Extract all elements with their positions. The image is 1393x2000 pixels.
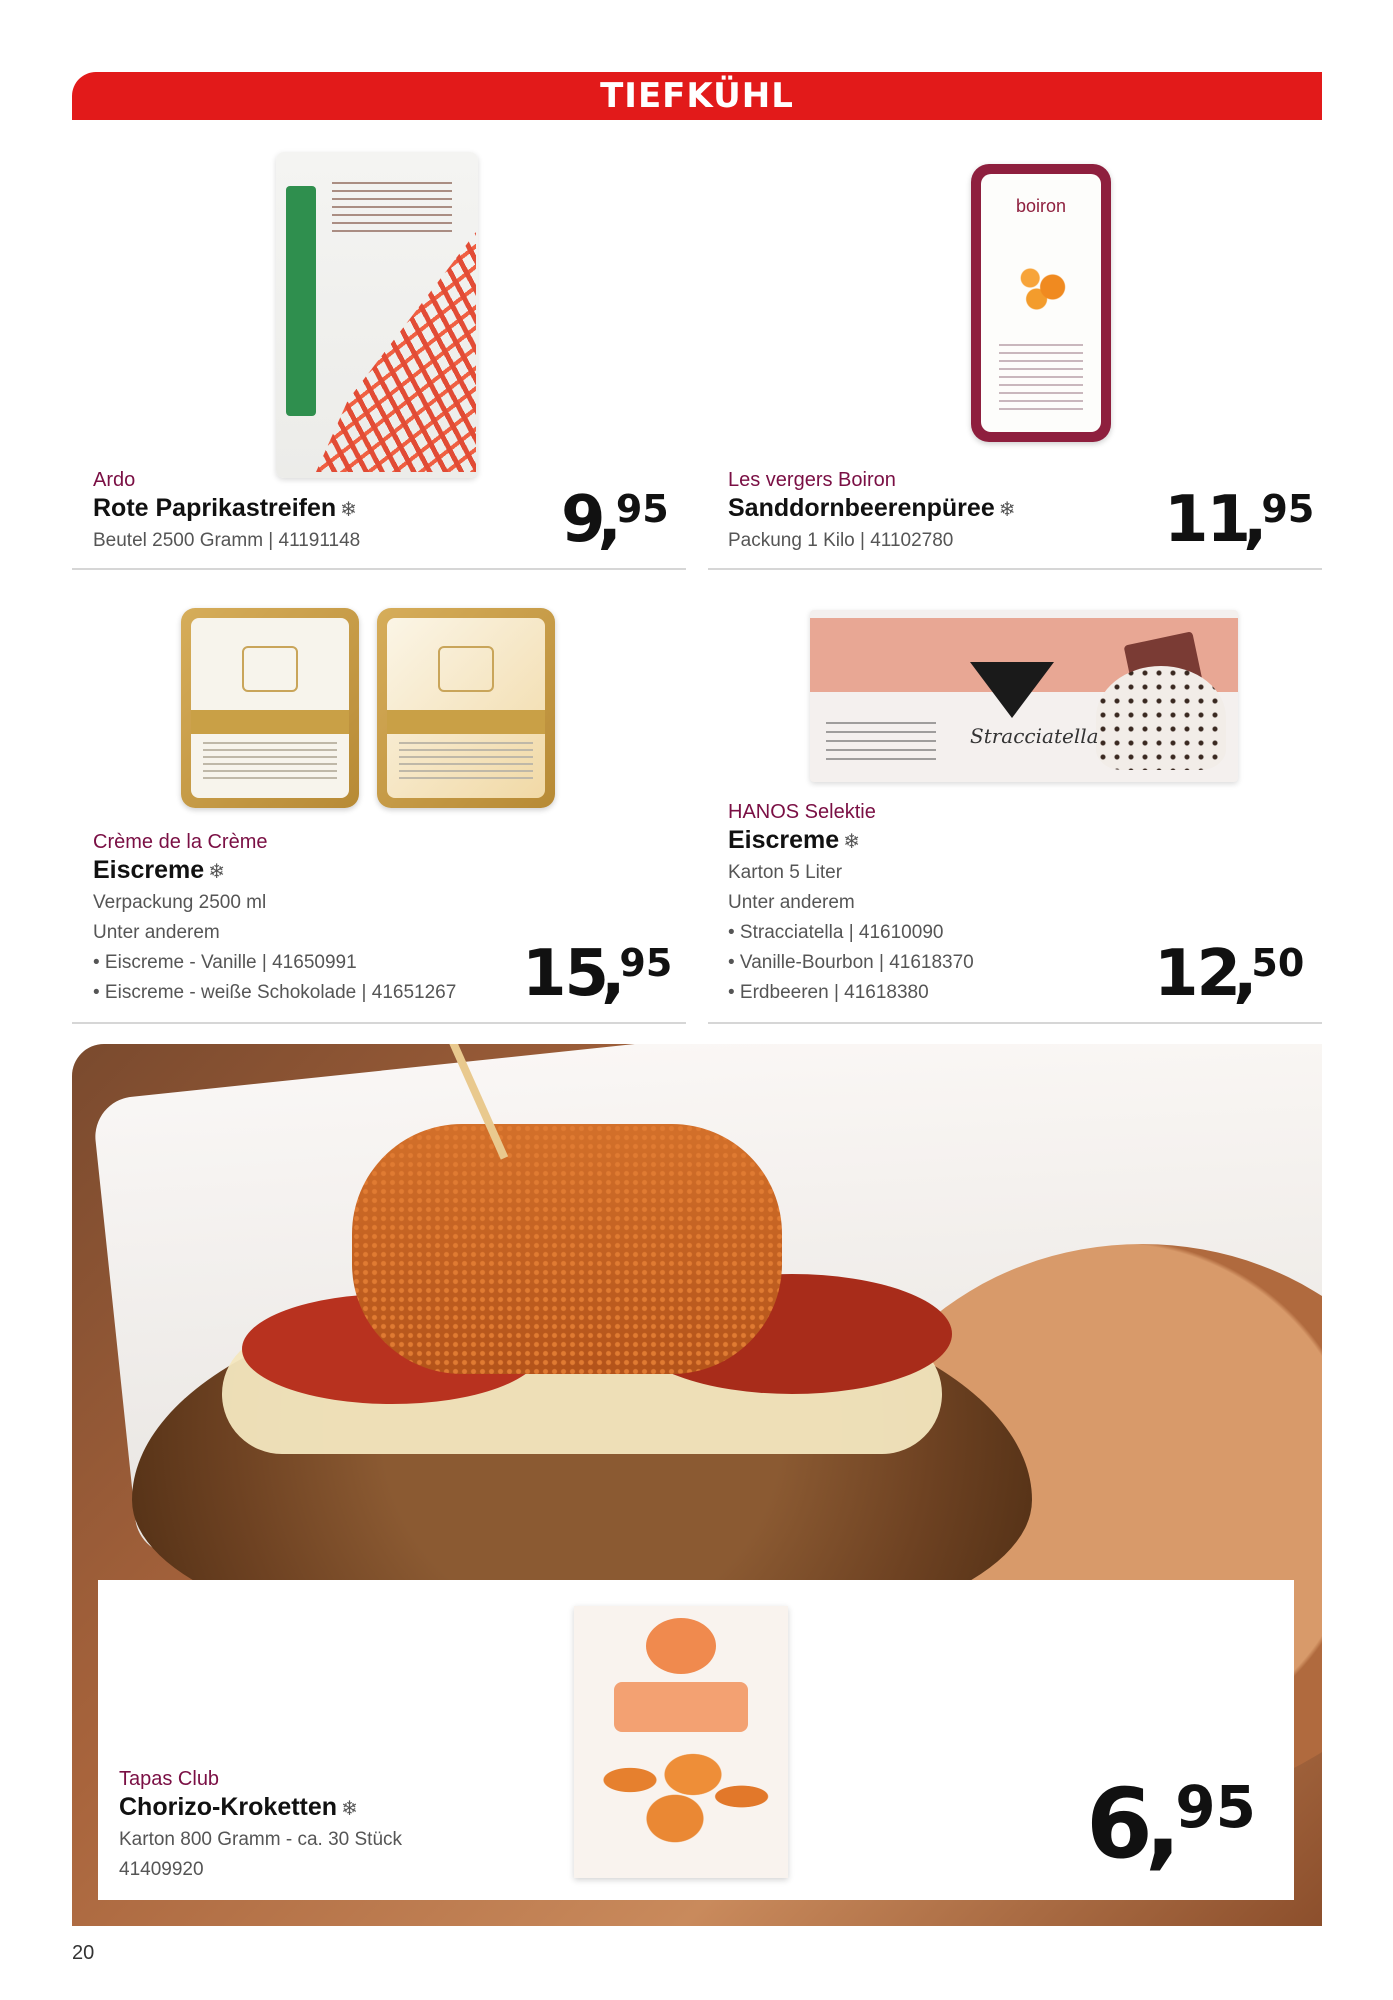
divider — [72, 568, 686, 570]
divider — [72, 1022, 686, 1024]
product-detail: Packung 1 Kilo | 41102780 — [728, 530, 954, 551]
product-detail: Karton 800 Gramm - ca. 30 Stück — [119, 1829, 403, 1850]
product-name: Rote Paprikastreifen ❄ — [93, 494, 357, 522]
frozen-icon: ❄ — [843, 829, 860, 853]
product-brand: HANOS Selektie — [728, 801, 876, 823]
product-variant: • Stracciatella | 41610090 — [728, 922, 944, 943]
product-price: 6 , 95 — [1086, 1768, 1256, 1880]
section-title: TIEFKÜHL — [600, 76, 794, 116]
product-variant: • Eiscreme - weiße Schokolade | 41651267 — [93, 982, 457, 1003]
product-name: Eiscreme ❄ — [728, 826, 860, 854]
product-detail: Beutel 2500 Gramm | 41191148 — [93, 530, 361, 551]
product-variant: • Vanille-Bourbon | 41618370 — [728, 952, 974, 973]
product-variant: • Erdbeeren | 41618380 — [728, 982, 929, 1003]
product-detail: Karton 5 Liter — [728, 862, 843, 883]
paprika-bag-image — [276, 152, 478, 478]
eiscreme-vanille-tub-image — [181, 608, 359, 808]
divider — [708, 1022, 1322, 1024]
eiscreme-schokolade-tub-image — [377, 608, 555, 808]
tapas-croquetas-box-image — [574, 1606, 788, 1878]
product-name: Eiscreme ❄ — [93, 856, 225, 884]
product-price: 15 , 95 — [522, 937, 673, 1011]
product-brand: Tapas Club — [119, 1768, 220, 1790]
hanos-eiscreme-box-image — [810, 610, 1238, 782]
product-price: 9 , 95 — [561, 483, 669, 557]
pack-script-text: Stracciatella — [970, 724, 1099, 748]
divider — [708, 568, 1322, 570]
product-brand: Ardo — [93, 469, 136, 491]
frozen-icon: ❄ — [340, 497, 357, 521]
product-detail: 41409920 — [119, 1859, 204, 1880]
product-brand: Crème de la Crème — [93, 831, 268, 853]
frozen-icon: ❄ — [208, 859, 225, 883]
boiron-tub-image — [971, 164, 1111, 442]
pack-brand-text: boiron — [1015, 196, 1067, 216]
product-name: Sanddornbeerenpüree ❄ — [728, 494, 1016, 522]
page-number: 20 — [72, 1942, 95, 1964]
product-price: 12 , 50 — [1154, 937, 1305, 1011]
product-detail: Verpackung 2500 ml — [93, 892, 267, 913]
product-detail: Unter anderem — [93, 922, 220, 943]
product-variant: • Eiscreme - Vanille | 41650991 — [93, 952, 357, 973]
product-brand: Les vergers Boiron — [728, 469, 896, 491]
frozen-icon: ❄ — [998, 497, 1016, 521]
frozen-icon: ❄ — [341, 1796, 358, 1820]
product-name: Chorizo-Kroketten ❄ — [119, 1793, 358, 1821]
section-header — [72, 72, 1322, 120]
product-price: 11 , 95 — [1164, 483, 1315, 557]
product-detail: Unter anderem — [728, 892, 855, 913]
